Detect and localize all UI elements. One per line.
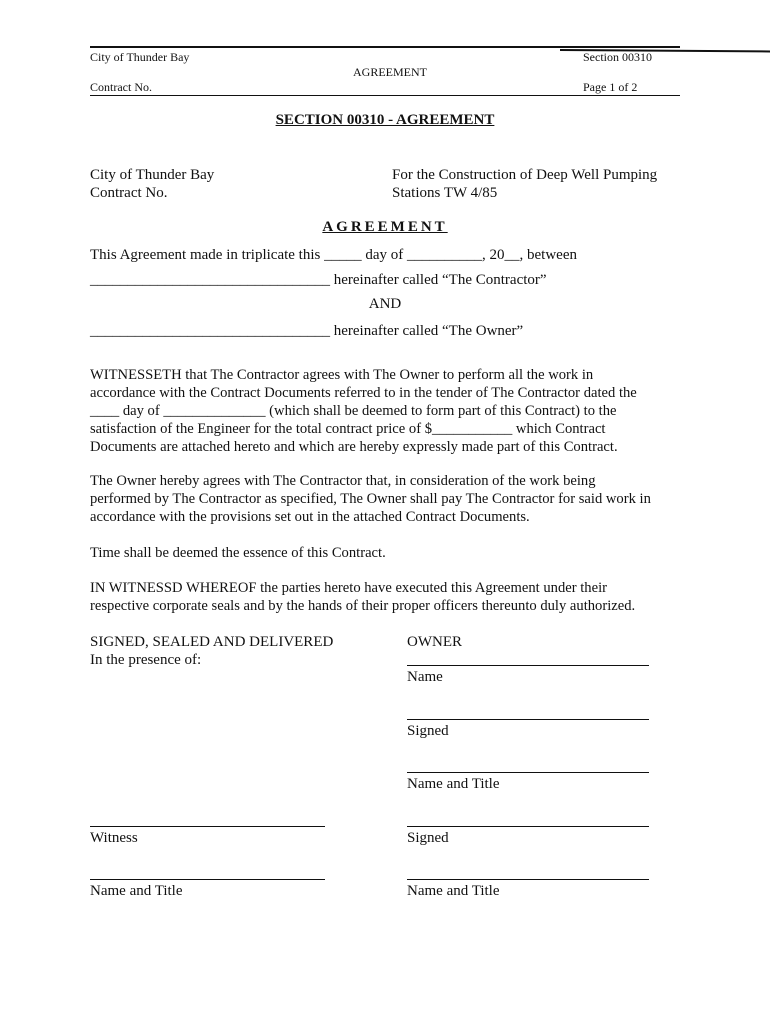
witness-signature-line[interactable] bbox=[90, 826, 325, 827]
witness-name-title-line[interactable] bbox=[90, 879, 325, 880]
witnesseth-paragraph bbox=[90, 366, 690, 456]
header-agreement: AGREEMENT bbox=[353, 65, 427, 79]
header-bottom-rule bbox=[90, 95, 680, 96]
agreement-heading: AGREEMENT bbox=[322, 219, 448, 235]
owner-agrees-paragraph bbox=[90, 472, 690, 526]
project-title-line2: Stations TW 4/85 bbox=[392, 185, 498, 201]
witness-whereof-paragraph bbox=[90, 579, 690, 615]
witness-name-title-label: Name and Title bbox=[90, 883, 183, 899]
project-title-line1: For the Construction of Deep Well Pumping bbox=[392, 167, 658, 183]
witnesseth-line: WITNESSETH that The Contractor agrees with The Owner to perform all the work in bbox=[90, 367, 594, 383]
witnesseth-line: satisfaction of the Engineer for the total contract price of $___________ which Contract bbox=[90, 421, 606, 437]
owner-agrees-line: The Owner hereby agrees with The Contractor that, in consideration of the work being bbox=[90, 473, 596, 489]
owner-heading: OWNER bbox=[407, 634, 462, 650]
owner-signed-line[interactable] bbox=[407, 719, 649, 720]
header-page-number: Page 1 of 2 bbox=[583, 80, 638, 94]
section-title: SECTION 00310 - AGREEMENT bbox=[275, 112, 495, 128]
owner-name-title-line[interactable] bbox=[407, 772, 649, 773]
witnesseth-line: accordance with the Contract Documents referred to in the tender of The Contractor dated the bbox=[90, 385, 637, 401]
owner-signed-label: Signed bbox=[407, 723, 449, 739]
owner-name-label: Name bbox=[407, 669, 443, 685]
second-name-title-label: Name and Title bbox=[407, 883, 500, 899]
contractor-line: ________________________________ hereinafter called “The Contractor” bbox=[90, 272, 547, 288]
witnesseth-line: ____ day of ______________ (which shall be deemed to form part of this Contract) to the bbox=[90, 403, 617, 419]
parties-city: City of Thunder Bay bbox=[90, 167, 215, 183]
header-contract-no: Contract No. bbox=[90, 80, 152, 94]
in-presence-of: In the presence of: bbox=[90, 652, 202, 668]
second-signed-line[interactable] bbox=[407, 826, 649, 827]
witness-label: Witness bbox=[90, 830, 138, 846]
second-name-title-line[interactable] bbox=[407, 879, 649, 880]
header-section-number: Section 00310 bbox=[583, 50, 652, 64]
witness-whereof-line: IN WITNESSD WHEREOF the parties hereto have executed this Agreement under their bbox=[90, 580, 607, 596]
owner-agrees-line: performed by The Contractor as specified, The Owner shall pay The Contractor for said work in bbox=[90, 491, 651, 507]
owner-name-line[interactable] bbox=[407, 665, 649, 666]
header-top-rule bbox=[90, 46, 680, 48]
parties-contract-no: Contract No. bbox=[90, 185, 168, 201]
witnesseth-line: Documents are attached hereto and which are hereby expressly made part of this Contract. bbox=[90, 439, 618, 455]
signed-sealed-heading: SIGNED, SEALED AND DELIVERED bbox=[90, 634, 334, 650]
owner-name-title-label: Name and Title bbox=[407, 776, 500, 792]
intro-line: This Agreement made in triplicate this _____ day of __________, 20__, between bbox=[90, 247, 577, 263]
and-text: AND bbox=[368, 296, 402, 312]
owner-line: ________________________________ hereinafter called “The Owner” bbox=[90, 323, 524, 339]
header-city: City of Thunder Bay bbox=[90, 50, 190, 64]
witness-whereof-line: respective corporate seals and by the hands of their proper officers thereunto duly authorized. bbox=[90, 598, 636, 614]
second-signed-label: Signed bbox=[407, 830, 449, 846]
time-essence-paragraph: Time shall be deemed the essence of this Contract. bbox=[90, 545, 386, 561]
owner-agrees-line: accordance with the provisions set out in the attached Contract Documents. bbox=[90, 509, 530, 525]
